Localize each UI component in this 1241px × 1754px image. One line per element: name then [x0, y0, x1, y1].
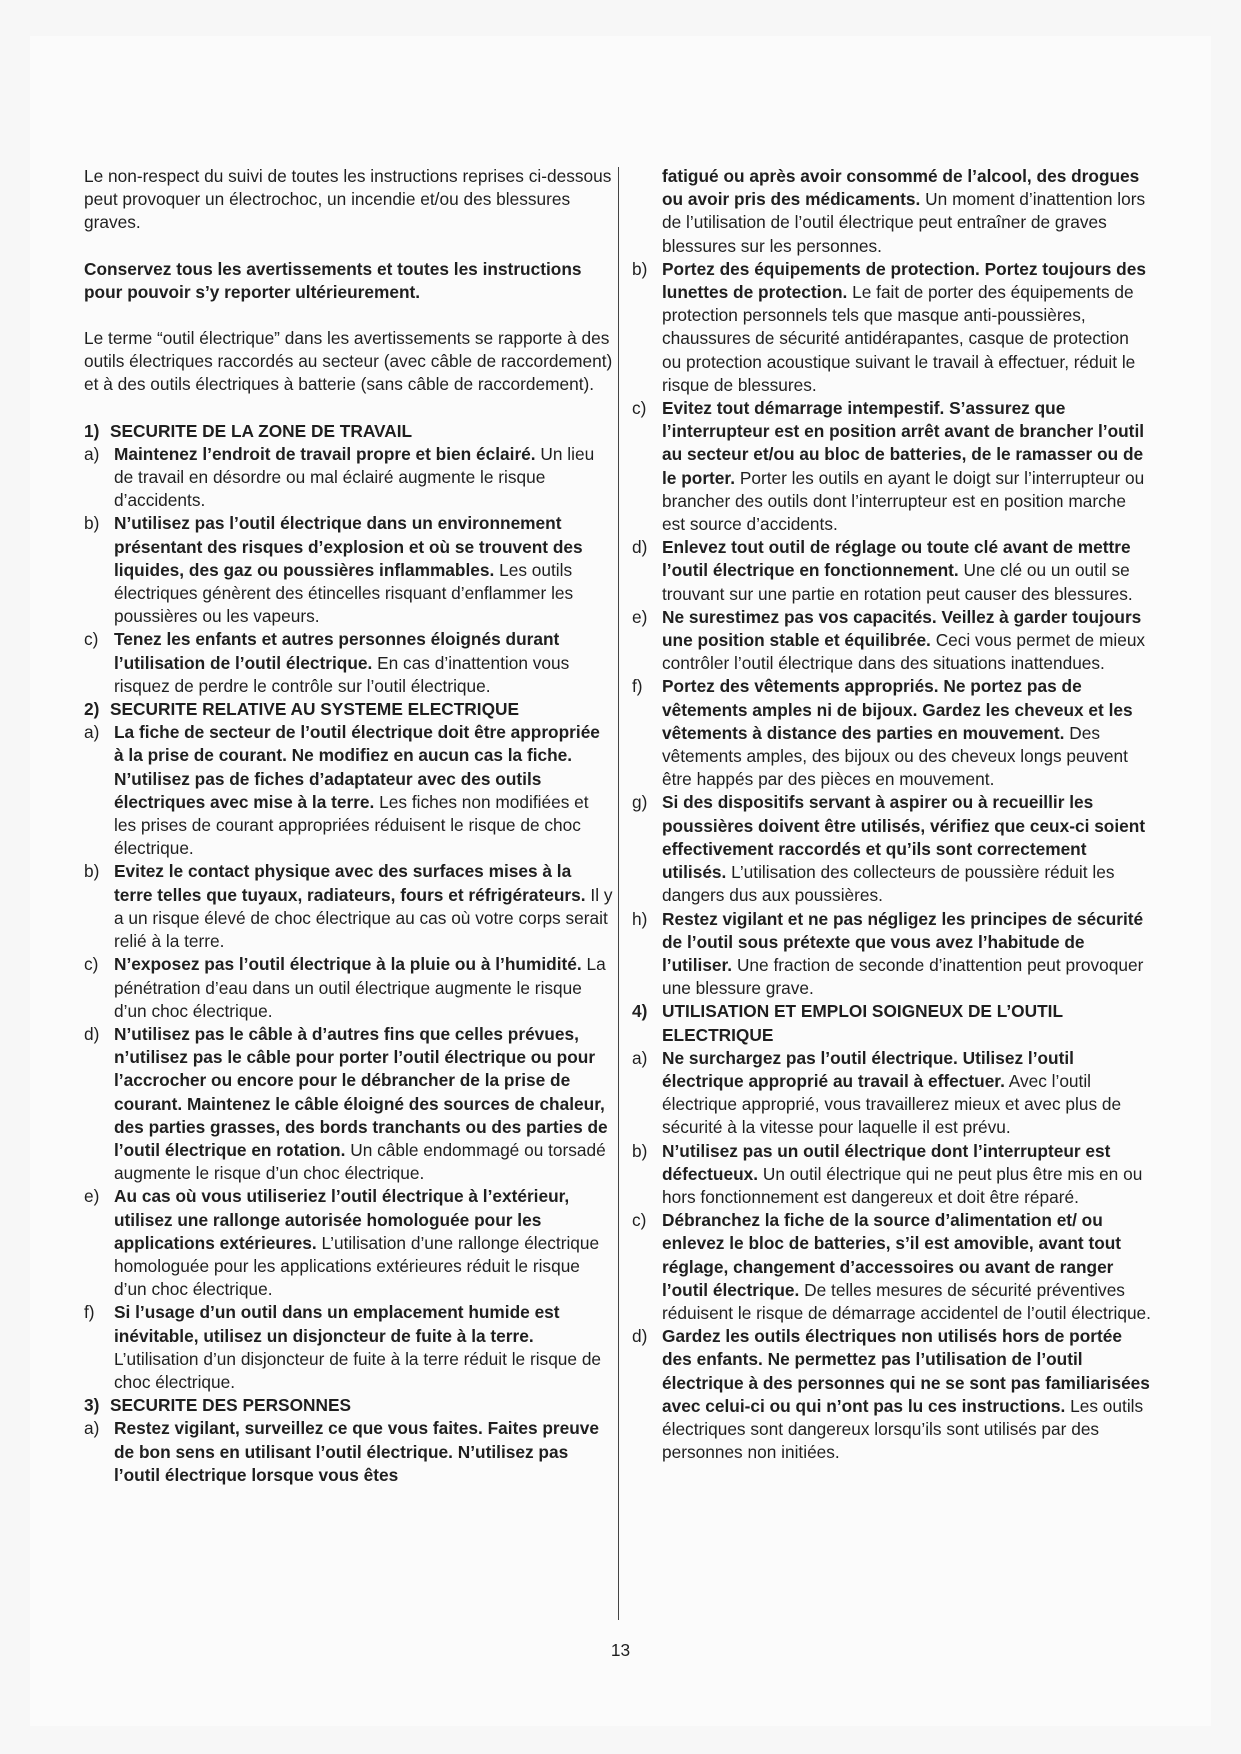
item-bold: Restez vigilant et ne pas négligez les principes de sécurité de l’outil sous prétexte que vous avez l’habitude de l’utiliser. [662, 908, 1144, 975]
item-text: Un lieu de travail en désordre ou mal éclairé augmente le risque d’accidents. [114, 443, 595, 511]
item-letter: f) [84, 1302, 95, 1323]
list-item [84, 860, 614, 953]
item-letter: a) [84, 722, 100, 743]
item-bold: Gardez les outils électriques non utilisés hors de portée des enfants. Ne permettez pas l’utilisation de l’outil électrique à des personnes qui ne se sont pas familiarisées avec celui-ci ou qui n’ont pas lu ces instructions. [662, 1326, 1150, 1416]
item-bold: N’utilisez pas le câble à d’autres fins que celles prévues, n’utilisez pas le câble pour porter l’outil électrique ou pour l’accrocher ou encore pour le débrancher de la prise de courant. Maintenez le câble éloigné des sources de chaleur, des parties grasses, des bords tranchants ou des parties de l’outil électrique en rotation. [114, 1023, 608, 1160]
item-text: Un outil électrique qui ne peut plus être mis en ou hors fonctionnement est dangereux et doit être réparé. [662, 1163, 1143, 1207]
list-item [84, 1185, 614, 1301]
item-bold: La fiche de secteur de l’outil électrique doit être appropriée à la prise de courant. Ne modifiez en aucun cas la fiche. N’utilisez pas de fiches d’adaptateur avec des outils électriques avec mise à la terre. [114, 722, 600, 812]
item-letter: a) [632, 1047, 648, 1068]
item-letter: b) [84, 513, 100, 534]
item-bold: N’utilisez pas l’outil électrique dans un environnement présentant des risques d’explosion et où se trouvent des liquides, des gaz ou poussières inflammables. [114, 513, 583, 580]
item-text: Ceci vous permet de mieux contrôler l’outil électrique dans des situations inattendues. [662, 630, 1146, 674]
intro-warning: Le non-respect du suivi de toutes les instructions reprises ci-dessous peut provoquer un électrochoc, un incendie et/ou des blessures graves. [84, 166, 612, 233]
item-bold: fatigué ou après avoir consommé de l’alcool, des drogues ou avoir pris des médicaments. [662, 166, 1140, 210]
item-bold: Maintenez l’endroit de travail propre et bien éclairé. [114, 443, 536, 464]
list-item [632, 675, 1152, 791]
item-letter: d) [632, 1326, 648, 1347]
section-4-heading [632, 1000, 1152, 1046]
item-letter: h) [632, 908, 648, 929]
item-bold: N’exposez pas l’outil électrique à la pluie ou à l’humidité. [114, 954, 582, 975]
item-bold: Evitez le contact physique avec des surfaces mises à la terre telles que tuyaux, radiateurs, fours et réfrigérateurs. [114, 861, 586, 905]
section-1-heading [84, 420, 614, 443]
item-bold: Au cas où vous utiliseriez l’outil électrique à l’extérieur, utilisez une rallonge autorisée homologuée pour les applications extérieures. [114, 1186, 570, 1253]
section-3-heading [84, 1394, 614, 1417]
list-item [84, 1023, 614, 1185]
item-bold: N’utilisez pas un outil électrique dont l’interrupteur est défectueux. [662, 1140, 1111, 1184]
list-item [84, 1417, 614, 1487]
item-bold: Enlevez tout outil de réglage ou toute clé avant de mettre l’outil électrique en fonctionnement. [662, 537, 1131, 581]
section-number: 3) [84, 1395, 100, 1416]
item-bold: Débranchez la fiche de la source d’alimentation et/ ou enlevez le bloc de batteries, s’il est amovible, avant tout réglage, changement d’accessoires ou avant de ranger l’outil électrique. [662, 1210, 1122, 1300]
item-text: Une clé ou un outil se trouvant sur une partie en rotation peut causer des blessures. [662, 560, 1133, 604]
item-bold: Ne surchargez pas l’outil électrique. Utilisez l’outil électrique approprié au travail à effectuer. [662, 1047, 1074, 1091]
list-item [632, 1209, 1152, 1325]
item-letter: a) [84, 1418, 100, 1439]
item-letter: e) [84, 1186, 100, 1207]
item-letter: c) [632, 398, 647, 419]
intro-definition: Le terme “outil électrique” dans les avertissements se rapporte à des outils électriques raccordés au secteur (avec câble de raccordement) et à des outils électriques à batterie (sans câble de raccordement). [84, 328, 613, 395]
item-text: La pénétration d’eau dans un outil électrique augmente le risque d’un choc électrique. [114, 954, 606, 1021]
list-item [632, 1047, 1152, 1140]
item-letter: b) [84, 861, 100, 882]
item-text: Un moment d’inattention lors de l’utilisation de l’outil électrique peut entraîner de graves blessures sur les personnes. [662, 189, 1146, 256]
item-letter: b) [632, 1140, 648, 1161]
section-number: 2) [84, 699, 100, 720]
item-bold: Si l’usage d’un outil dans un emplacement humide est inévitable, utilisez un disjoncteur de fuite à la terre. [114, 1302, 560, 1346]
item-text: Il y a un risque élevé de choc électrique au cas où votre corps serait relié à la terre. [114, 884, 613, 952]
item-text: En cas d’inattention vous risquez de perdre le contrôle sur l’outil électrique. [114, 652, 570, 696]
item-text: Le fait de porter des équipements de protection personnels tels que masque anti-poussières, chaussures de sécurité antidérapantes, casque de protection ou protection acoustique suivant le travail à effectuer, réduit le risque de blessures. [662, 282, 1136, 395]
section-title: SECURITE RELATIVE AU SYSTEME ELECTRIQUE [110, 699, 520, 720]
item-text: Une fraction de seconde d’inattention peut provoquer une blessure grave. [662, 954, 1144, 999]
section-number: 1) [84, 420, 100, 441]
list-item [632, 536, 1152, 606]
section-title: UTILISATION ET EMPLOI SOIGNEUX DE L’OUTIL ELECTRIQUE [662, 1001, 1063, 1045]
item-bold: Tenez les enfants et autres personnes éloignés durant l’utilisation de l’outil électrique. [114, 629, 560, 673]
column-divider [618, 167, 619, 1620]
section-number: 4) [632, 1001, 648, 1022]
list-item [632, 908, 1152, 1001]
item-letter: e) [632, 606, 648, 627]
list-item [84, 721, 614, 860]
list-item [84, 953, 614, 1023]
item-letter: a) [84, 443, 100, 464]
item-text: L’utilisation d’un disjoncteur de fuite à la terre réduit le risque de choc électrique. [114, 1348, 602, 1392]
item-bold: Si des dispositifs servant à aspirer ou à recueillir les poussières doivent être utilisés, vérifiez que ceux-ci soient effectivement raccordés et qu’ils sont correctement utilisés. [662, 792, 1146, 883]
section-title: SECURITE DES PERSONNES [110, 1395, 352, 1416]
item-letter: c) [632, 1210, 647, 1231]
item-text: Porter les outils en ayant le doigt sur l’interrupteur ou brancher des outils dont l’interrupteur est en position marche est source d’accidents. [662, 467, 1145, 535]
item-text: Avec l’outil électrique approprié, vous travaillerez mieux et avec plus de sécurité à la vitesse pour laquelle il est prévu. [662, 1070, 1122, 1138]
list-item [632, 1325, 1152, 1464]
list-item [632, 1140, 1152, 1210]
list-item [84, 628, 614, 698]
left-column [84, 165, 614, 1487]
list-item [632, 606, 1152, 676]
list-item-continued [632, 165, 1152, 258]
item-text: Un câble endommagé ou torsadé augmente le risque d’un choc électrique. [114, 1139, 606, 1184]
list-item [632, 397, 1152, 536]
item-bold: Ne surestimez pas vos capacités. Veillez à garder toujours une position stable et équilibrée. [662, 606, 1142, 651]
item-bold: Portez des vêtements appropriés. Ne portez pas de vêtements amples ni de bijoux. Gardez les cheveux et les vêtements à distance des parties en mouvement. [662, 676, 1133, 743]
item-text: Les outils électriques sont dangereux lorsqu’ils sont utilisés par des personnes non initiées. [662, 1395, 1144, 1463]
item-letter: c) [84, 629, 99, 650]
item-text: L’utilisation d’une rallonge électrique homologuée pour les applications extérieures réduit le risque d’un choc électrique. [114, 1232, 600, 1300]
item-text: Les fiches non modifiées et les prises de courant appropriées réduisent le risque de choc électrique. [114, 791, 589, 859]
item-bold: Portez des équipements de protection. Portez toujours des lunettes de protection. [662, 258, 1146, 303]
list-item [84, 443, 614, 513]
item-text: Des vêtements amples, des bijoux ou des cheveux longs peuvent être happés par des pièces en mouvement. [662, 722, 1128, 790]
section-2-heading [84, 698, 614, 721]
item-text: De telles mesures de sécurité préventives réduisent le risque de démarrage accidentel de l’outil électrique. [662, 1279, 1151, 1323]
intro-keep-instructions: Conservez tous les avertissements et toutes les instructions pour pouvoir s’y reporter ultérieurement. [84, 258, 582, 302]
item-bold: Evitez tout démarrage intempestif. S’assurez que l’interrupteur est en position arrêt avant de brancher l’outil au secteur et/ou au bloc de batteries, de le ramasser ou de le porter. [662, 398, 1145, 488]
right-column [632, 165, 1152, 1464]
item-letter: g) [632, 792, 648, 813]
page-number: 13 [610, 1640, 631, 1660]
item-letter: f) [632, 676, 643, 697]
list-item [632, 258, 1152, 397]
section-title: SECURITE DE LA ZONE DE TRAVAIL [110, 420, 413, 441]
item-bold: Restez vigilant, surveillez ce que vous faites. Faites preuve de bon sens en utilisant l’outil électrique. N’utilisez pas l’outil électrique lorsque vous êtes [114, 1418, 600, 1485]
list-item [84, 512, 614, 628]
item-letter: d) [84, 1023, 100, 1044]
item-text: L’utilisation des collecteurs de poussière réduit les dangers dus aux poussières. [662, 862, 1115, 906]
item-letter: d) [632, 537, 648, 558]
item-text: Les outils électriques génèrent des étincelles risquant d’enflammer les poussières ou les vapeurs. [114, 559, 574, 627]
list-item [632, 791, 1152, 907]
item-letter: b) [632, 258, 648, 279]
item-letter: c) [84, 954, 99, 975]
list-item [84, 1301, 614, 1394]
